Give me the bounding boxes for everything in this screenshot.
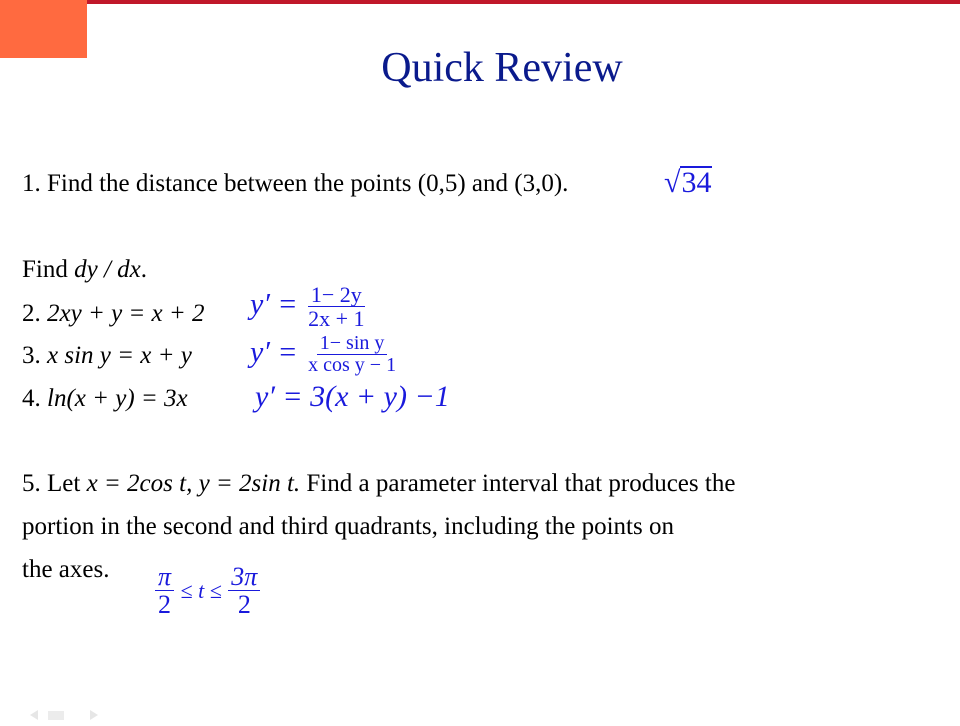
question-5-line-1	[22, 470, 735, 498]
answer-3-denominator: x cos y − 1	[308, 354, 397, 376]
question-3-number: 3.	[22, 342, 47, 369]
answer-5-right-fraction	[228, 563, 260, 619]
nav-controls-icon	[20, 709, 940, 721]
answer-4: y′ = 3(x + y) −1	[255, 380, 450, 413]
answer-3	[250, 333, 399, 376]
answer-5-left-denominator: 2	[158, 590, 172, 620]
question-2	[22, 300, 205, 328]
slide-navigation-bar	[20, 708, 940, 720]
answer-5-inequality: ≤ t ≤	[180, 577, 222, 603]
slide-title: Quick Review	[381, 45, 623, 91]
find-suffix: .	[140, 256, 147, 283]
find-derivative-label	[22, 256, 147, 284]
question-5-line-2: portion in the second and third quadrants, including the points on	[22, 513, 674, 540]
question-4-equation: ln(x + y) = 3x	[47, 385, 188, 412]
find-expression: dy / dx	[74, 256, 141, 283]
question-4	[22, 385, 188, 413]
answer-3-lhs: y′ =	[250, 335, 298, 369]
answer-5	[155, 563, 260, 619]
question-3	[22, 342, 192, 370]
answer-2-denominator: 2x + 1	[308, 306, 365, 332]
question-5-prefix: 5. Let	[22, 470, 87, 497]
answer-1	[664, 166, 712, 200]
top-accent-line	[87, 0, 960, 4]
answer-2-lhs: y′ =	[250, 287, 298, 321]
question-2-number: 2.	[22, 300, 47, 327]
answer-5-right-numerator: 3π	[228, 563, 260, 591]
sqrt-symbol: √ 34	[664, 166, 712, 199]
question-5-math: x = 2cos t, y = 2sin t.	[86, 470, 301, 497]
answer-5-left-fraction	[155, 563, 174, 619]
question-1: 1. Find the distance between the points (0,5) and (3,0).	[22, 170, 569, 197]
answer-1-radicand: 34	[681, 166, 712, 199]
question-5-suffix: Find a parameter interval that produces the	[300, 470, 736, 497]
answer-5-right-denominator: 2	[237, 590, 251, 620]
answer-2-numerator: 1− 2y	[308, 283, 365, 307]
answer-5-left-numerator: π	[155, 563, 174, 591]
question-2-equation: 2xy + y = x + 2	[47, 300, 205, 327]
answer-2-fraction	[305, 283, 367, 330]
answer-3-fraction	[305, 333, 399, 376]
answer-2	[250, 283, 368, 330]
question-4-number: 4.	[22, 385, 47, 412]
answer-3-numerator: 1− sin y	[317, 333, 388, 355]
find-prefix: Find	[22, 256, 75, 283]
question-5-line-3: the axes.	[22, 556, 110, 583]
question-3-equation: x sin y = x + y	[47, 342, 192, 369]
